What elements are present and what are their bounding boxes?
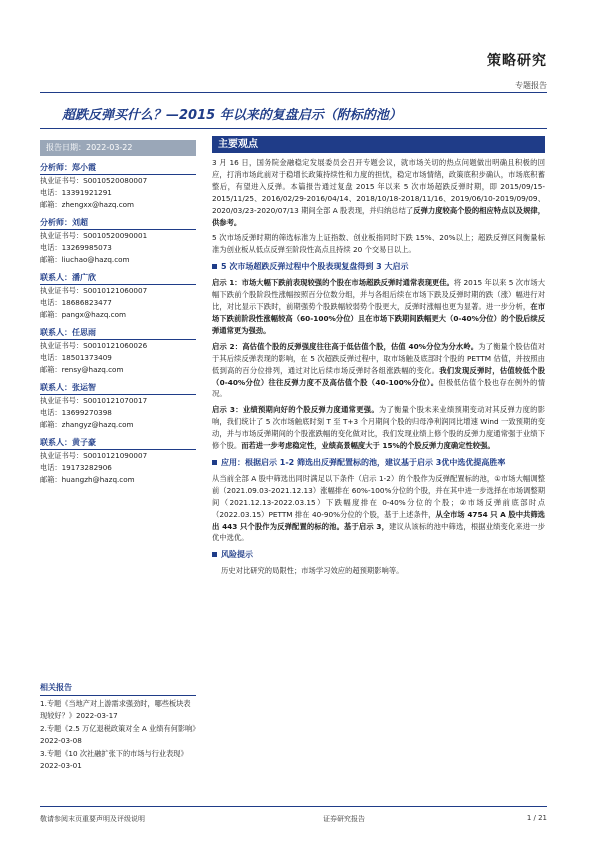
analyst-phone: 电话：13269985073 (40, 243, 112, 252)
analyst-name: 联系人：潘广欣 (40, 272, 196, 285)
related-reports (40, 682, 196, 771)
footer-disclaimer: 敬请参阅末页重要声明及评级说明 (40, 815, 145, 823)
analyst-phone: 电话：13699270398 (40, 408, 112, 417)
application-paragraph: 从当前全部 A 股中筛选出同时满足以下条件（启示 1-2）的个股作为反弹配置标的池，①市场大幅调整前（2021.09.03-2021.12.13）涨幅排在 60%-100%分位的个股，并在其中进一步选择在市场调整期间（2021.12.13-2022.03.15）下跌幅度排在 0-40%分位的个股；②市场反弹前底部时点（2022.03.15）PETTM 排在 40-90%分位的个股，基于上述条件，从全市场 4754 只 A 股中共筛选出 443 只个股作为反弹配置的标的池。基于启示 3，建议从该标的池中筛选，根据业绩变化来进一步优中选优。 (212, 473, 546, 543)
header-rule (40, 92, 547, 93)
analyst-phone: 电话：18501373409 (40, 353, 112, 362)
risk-paragraph: 历史对比研究的局限性；市场学习效应的超预期影响等。 (221, 566, 404, 576)
analyst-name: 联系人：张运智 (40, 382, 196, 395)
analyst-name: 联系人：任思雨 (40, 327, 196, 340)
analyst-email[interactable]: 邮箱：huangzh@hazq.com (40, 475, 135, 484)
related-report-link[interactable]: 1.专题《当地产对上游需求强劲时，哪些板块表现较好？》2022-03-17 (40, 699, 191, 720)
analyst-name: 分析师：刘超 (40, 217, 196, 230)
analyst-email[interactable]: 邮箱：pangx@hazq.com (40, 310, 127, 319)
analyst-block (40, 437, 196, 486)
report-type: 专题报告 (515, 81, 547, 90)
square-bullet-icon (212, 460, 217, 465)
screening-paragraph: 5 次市场反弹时期的筛选标准为上证指数、创业板指同时下跌 15%、20%以上；超跌反弹区间衡量标准为创业板从低点反弹至阶段性高点且持续 20 个交易日以上。 (212, 233, 545, 255)
analyst-phone: 电话：13391921291 (40, 188, 112, 197)
sidebar (40, 140, 196, 486)
footer-rule (40, 806, 547, 807)
brand-title: 策略研究 (487, 53, 547, 69)
analyst-email[interactable]: 邮箱：rensy@hazq.com (40, 365, 124, 374)
related-reports-title: 相关报告 (40, 682, 196, 696)
report-date: 报告日期：2022-03-22 (40, 140, 196, 156)
analyst-block (40, 162, 196, 211)
square-bullet-icon (212, 552, 217, 557)
analyst-block (40, 272, 196, 321)
analyst-cert: 执业证书号：S0010121060007 (40, 286, 148, 295)
analyst-name: 联系人：黄子豪 (40, 437, 196, 450)
analyst-cert: 执业证书号：S0010121070017 (40, 396, 148, 405)
main-content (212, 136, 545, 577)
analyst-cert: 执业证书号：S0010121060026 (40, 341, 148, 350)
analyst-cert: 执业证书号：S0010121090007 (40, 451, 148, 460)
section-risk: 风险提示 (212, 549, 545, 561)
analyst-cert: 执业证书号：S0010520080007 (40, 176, 148, 185)
footer-label: 证券研究报告 (323, 815, 365, 823)
analyst-block (40, 382, 196, 431)
section-insights: 5 次市场超跌反弹过程中个股表现复盘得到 3 大启示 (212, 261, 545, 273)
analyst-name: 分析师：郑小霞 (40, 162, 196, 175)
related-report-link[interactable]: 2.专题《2.5 万亿退税政策对全 A 业绩有何影响》2022-03-08 (40, 724, 196, 745)
related-report-link[interactable]: 3.专题《10 次社融扩张下的市场与行业表现》2022-03-01 (40, 749, 188, 770)
section-application: 应用：根据启示 1-2 筛选出反弹配置标的池，建议基于启示 3优中选优提高胜率 (212, 457, 545, 469)
insight-1: 启示 1：市场大幅下跌前表现较强的个股在市场超跌反弹时通常表现更佳。将 2015 年以来 5 次市场大幅下跌前个股阶段性涨幅按照百分位数分组，并与各组后续在市场下跌及反弹时期的跌（涨）幅进行对比，对比显示下跌时，前期强势个股跌幅较弱势个股更大，反弹时涨幅也更为显著。进一步分析，在市场下跌前阶段性涨幅较高（60-100%分位）且在市场下跌期间跌幅更大（0-40%分位）的个股后续反弹通常更为强劲。 (212, 278, 546, 335)
main-points-heading: 主要观点 (212, 136, 545, 153)
square-bullet-icon (212, 264, 217, 269)
title-rule (40, 128, 547, 129)
analyst-block (40, 327, 196, 376)
analyst-phone: 电话：19173282906 (40, 463, 112, 472)
insight-2: 启示 2：高估值个股的反弹强度往往高于低估值个股，估值 40%分位为分水岭。为了衡量个股估值对于其后续反弹表现的影响，在 5 次超跌反弹过程中，取市场触及底部时个股的 PETTM 估值，并按照由低到高的百分位排列，通过对比后续市场反弹时各组涨跌幅的变化。我们发现反弹时，估值较低个股（0-40%分位）往往反弹力度不及高估值个股（40-100%分位）。但极低估值个股也存在例外的情况。 (212, 341, 546, 399)
analyst-email[interactable]: 邮箱：zhengxx@hazq.com (40, 200, 135, 209)
analyst-email[interactable]: 邮箱：liuchao@hazq.com (40, 255, 130, 264)
analyst-cert: 执业证书号：S0010520090001 (40, 231, 148, 240)
intro-paragraph: 3 月 16 日，国务院金融稳定发展委员会召开专题会议，就市场关切的热点问题做出明确且积极的回应，打消市场此前对于稳增长政策持续性和力度的担忧，稳定市场情绪，政策底积步确认，市场底积蓄整后，有望进入反弹。本篇报告通过复盘 2015 年以来 5 次市场超跌反弹时期，即 2015/09/15-2015/11/25、2016/02/29-2016/04/14、2018/10/18-2018/11/16、2019/06/10-2019/09/09、2020/03/23-2020/07/13 期间全部 A 股表现，并归纳总结了反弹力度较高个股的相应特点以及规律，供参考。 (212, 158, 546, 227)
page-number: 1 / 21 (526, 814, 547, 822)
analyst-phone: 电话：18686823477 (40, 298, 112, 307)
page-title: 超跌反弹买什么？—2015 年以来的复盘启示（附标的池） (62, 108, 402, 123)
insight-3: 启示 3：业绩预期向好的个股反弹力度通常更强。为了衡量个股未来业绩预期变动对其反弹力度的影响，我们统计了 5 次市场触底时刻 T 至 T+3 个月期间个股的归母净利润同比增速 Wind 一致预期的变动，并与市场反弹期间的个股涨跌幅的变化做对比，我们发现业绩上修个股的反弹力度通常强于业绩下修个股。而若进一步考虑稳定性，业绩高景幅度大于 15%的个股反弹力度确定性较强。 (212, 405, 545, 451)
analyst-block (40, 217, 196, 266)
analyst-email[interactable]: 邮箱：zhangyz@hazq.com (40, 420, 134, 429)
